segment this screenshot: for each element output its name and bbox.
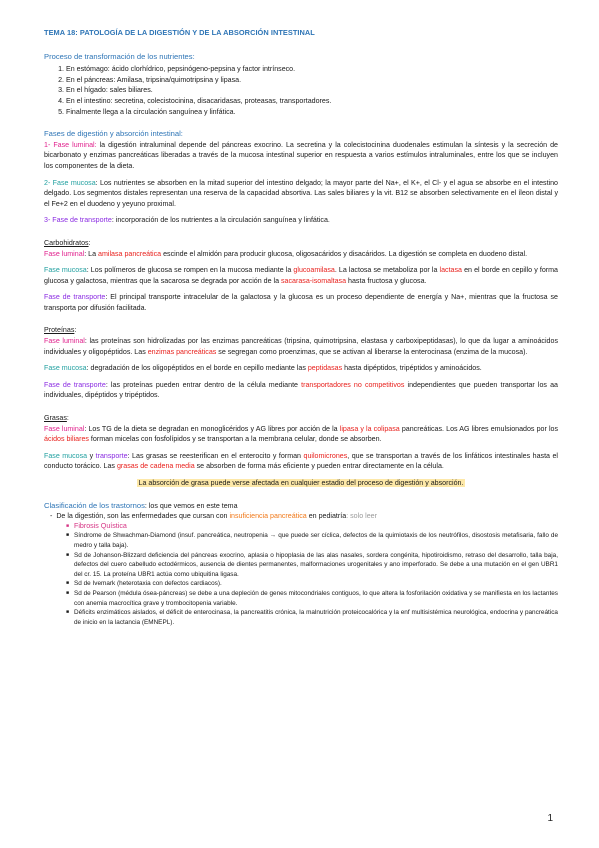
list-item: ■ Sd de Pearson (médula ósea-páncreas) se debe a una depleción de genes mitocondriales contiguos, lo que altera la fosforilación oxidativa y se manifiesta en los lactantes con anemia macrocítica grave y trombocitopenia variable. <box>74 589 558 608</box>
phase-label: Fase luminal <box>44 337 85 346</box>
section-carbohidratos <box>44 238 558 314</box>
page-number: 1 <box>547 813 553 824</box>
list-item: 4. En el intestino: secretina, colecistocinina, disacaridasas, proteasas, transportadores. <box>66 96 558 107</box>
document-page <box>44 28 558 627</box>
paragraph: Fase de transporte: las proteínas pueden entrar dentro de la célula mediante transportadores no competitivos independientes que pueden transportar los aa individuales, dipéptidos y tripéptidos. <box>44 380 558 400</box>
paragraph: Fase mucosa: degradación de los oligopéptidos en el borde en cepillo mediante las peptidasas hasta dipéptidos, tripéptidos y aminoácidos. <box>44 364 482 373</box>
paragraph: Fase de transporte: El principal transporte intracelular de la galactosa y la glucosa es un proceso dependiente de energía y Na+, mientras que la fructosa se transporta por difusión facilitada. <box>44 293 558 312</box>
list-item: 5. Finalmente llega a la circulación sanguínea y linfática. <box>66 107 558 118</box>
list-item: ■ Sd de Johanson-Blizzard deficiencia del páncreas exocrino, aplasia o hipoplasia de las alas nasales, sordera congénita, hipotiroidismo, retraso del desarrollo, talla baja, defectos del cuero cabelludo ectodérmicos, ausencia de dientes permanentes, malformaciones urogenitales y ano imperforado. Se debe a una mutación en el gen UBR1 del cr. 15. La proteína UBR1 actúa como ubiquitina ligasa. <box>74 551 558 580</box>
section-heading: Carbohidratos: <box>44 238 91 247</box>
disorder-list <box>44 522 558 628</box>
section-heading: Proteínas: <box>44 326 77 335</box>
list-item: 3. En el hígado: sales biliares. <box>66 85 558 96</box>
section-heading: Clasificación de los trastornos: los que vemos en este tema <box>44 500 238 510</box>
paragraph: 1- Fase luminal: la digestión intraluminal depende del páncreas exocrino. La secretina y la colecistocinina duodenales estimulan la síntesis y la secreción de bicarbonato y enzimas pancreáticas liberadas a través de la mucosa intestinal superior en respuesta a varios estímulos intraluminales, entre los que se incluyen los componentes de la dieta. <box>44 140 558 170</box>
section-fases <box>44 129 558 226</box>
section-heading: Grasas: <box>44 414 69 423</box>
phase-label: Fase de transporte <box>44 293 106 302</box>
highlight-note: La absorción de grasa puede verse afectada en cualquier estadio del proceso de digestión y absorción. <box>138 479 464 487</box>
list-item: ■ Déficits enzimáticos aislados, el déficit de enterocinasa, la pancreatitis crónica, la malnutrición proteicocalórica y la enf multisistémica neurológica, endocrina y pancreática de inicio en la lactancia (EMNEPL). <box>74 608 558 627</box>
paragraph: Fase luminal: Los TG de la dieta se degradan en monoglicéridos y AG libres por acción de la lipasa y la colipasa pancreáticas. Los AG libres emulsionados por los ácidos biliares forman micelas con fosfolípidos y se transportan a la membrana celular, donde se absorben. <box>44 424 559 444</box>
proceso-list <box>44 64 558 117</box>
list-item: ■ Síndrome de Shwachman-Diamond (insuf. pancreática, neutropenia → que puede ser cíclica, defectos de la quimiotaxis de los neutrófilos, disostosis metafisaria, fallo de medro y talla baja). <box>74 531 558 550</box>
phase-label: Fase mucosa <box>44 364 87 373</box>
section-grasas <box>44 413 558 489</box>
paragraph: Fase luminal: La amilasa pancreática escinde el almidón para producir glucosa, oligosacáridos y disacáridos. La digestión se completa en duodeno distal. <box>44 249 528 258</box>
phase-label: Fase luminal <box>44 424 85 433</box>
phase-label: 2- Fase mucosa <box>44 178 96 187</box>
paragraph: 2- Fase mucosa: Los nutrientes se absorben en la mitad superior del intestino delgado; la mayor parte del Na+, el K+, el Cl- y el agua se absorbe en el intestino delgado. Los segmentos distales representan una reserva de la capacidad absortiva. Las sales biliares y la vit. B12 se absorben selectivamente en el íleon distal y el Fe+2 en el duodeno y yeyuno proximal. <box>44 178 559 208</box>
paragraph: Fase luminal: las proteínas son hidrolizadas por las enzimas pancreáticas (tripsina, quimotripsina, elastasa y carboxipeptidasas), lo que da lugar a aminoácidos individuales y oligopéptidos. Las enzimas pancreáticas se segregan como proenzimas, que se activan al liberarse la enterocinasa (enzima de la mucosa). <box>44 337 558 356</box>
section-proceso <box>44 52 558 118</box>
paragraph: Fase mucosa y transporte: Las grasas se reesterifican en el enterocito y forman quilomicrones, que se transportan a través de los linfáticos intestinales hasta el conducto torácico. Las grasas de cadena media se absorben de forma más eficiente y pueden entrar directamente en la célula. <box>44 451 558 471</box>
section-proteinas <box>44 325 558 401</box>
paragraph: 3- Fase de transporte: incorporación de los nutrientes a la circulación sanguínea y linfática. <box>44 216 330 225</box>
phase-label: Fase mucosa <box>44 266 87 275</box>
phase-label: 1- Fase luminal: <box>44 140 97 149</box>
section-clasificacion <box>44 501 558 628</box>
list-item: ■ Sd de Ivemark (heterotaxia con defectos cardiacos). <box>74 579 558 589</box>
phase-label: Fase de transporte <box>44 380 106 389</box>
section-heading: Proceso de transformación de los nutrientes: <box>44 51 195 61</box>
phase-label: Fase mucosa <box>44 451 88 460</box>
phase-label: Fase luminal <box>44 249 85 258</box>
list-item: ■ Fibrosis Quística <box>74 522 558 532</box>
section-heading: Fases de digestión y absorción intestinal: <box>44 129 183 139</box>
list-item: 1. En estómago: ácido clorhídrico, pepsinógeno-pepsina y factor intrínseco. <box>66 64 558 75</box>
document-title: TEMA 18: PATOLOGÍA DE LA DIGESTIÓN Y DE LA ABSORCIÓN INTESTINAL <box>44 28 315 37</box>
list-item: 2. En el páncreas: Amilasa, tripsina/quimotripsina y lipasa. <box>66 75 558 86</box>
dash-item: - De la digestión, son las enfermedades que cursan con insuficiencia pancreática en pediatría: solo leer <box>50 512 377 521</box>
phase-label: 3- Fase de transporte <box>44 216 112 225</box>
paragraph: Fase mucosa: Los polímeros de glucosa se rompen en la mucosa mediante la glucoamilasa. La lactosa se metaboliza por la lactasa en el borde en cepillo y forma glucosa y galactosa, mientras que la sacarosa se degrada por acción de la sacarasa-isomaltasa hasta fructosa y glucosa. <box>44 266 558 285</box>
